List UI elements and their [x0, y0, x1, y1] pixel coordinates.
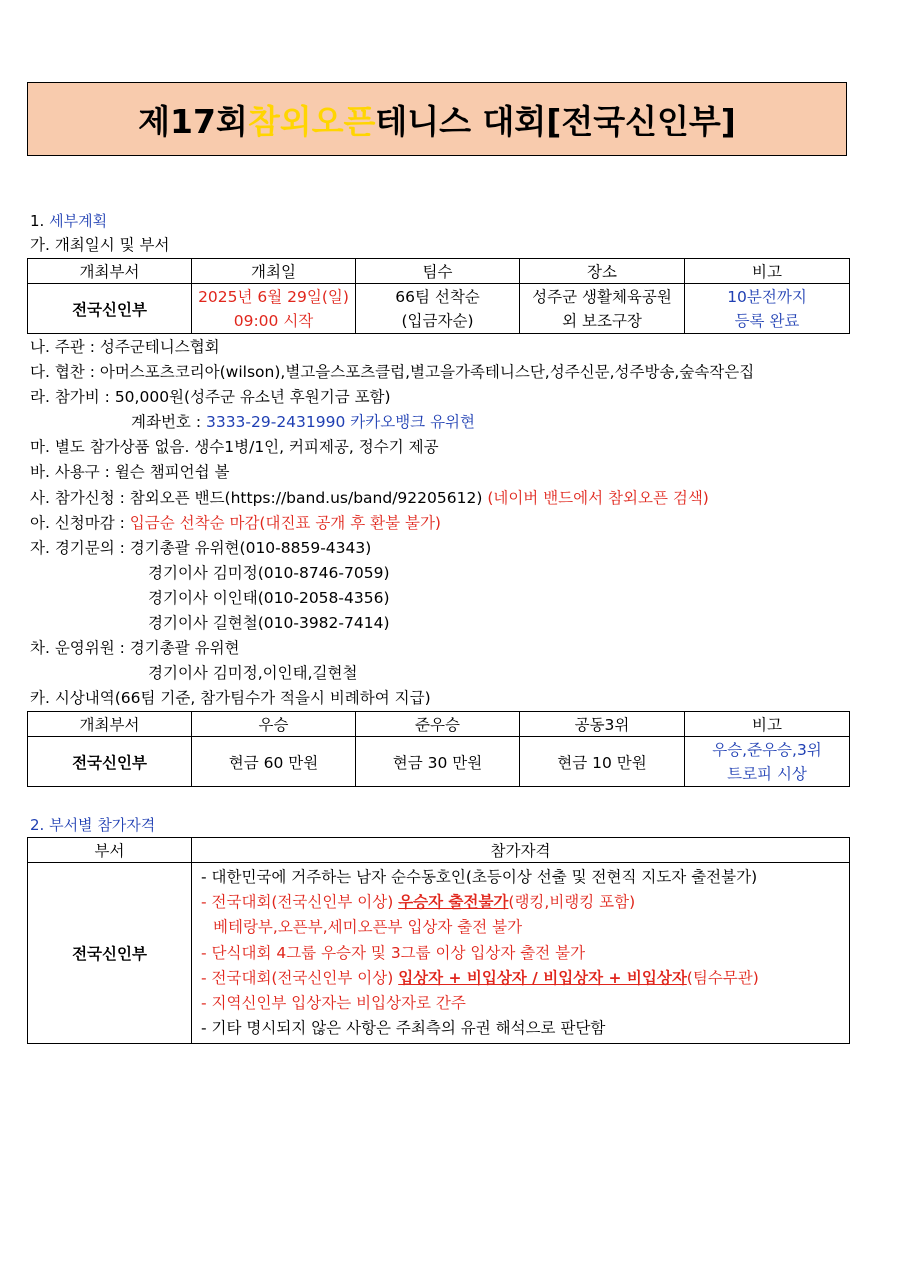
qualification-item: 베테랑부,오픈부,세미오픈부 입상자 출전 불가	[213, 918, 523, 937]
schedule-header: 개최부서	[28, 259, 192, 284]
prize-header: 우승	[192, 712, 356, 737]
contact-line-3: 경기이사 이인태(010-2058-4356)	[148, 589, 390, 607]
prize-table	[27, 711, 850, 787]
schedule-note-line1: 10분전까지	[727, 287, 807, 306]
apply-text: 사. 참가신청 : 참외오픈 밴드(https://band.us/band/92205612)	[30, 489, 488, 507]
ball-line: 바. 사용구 : 윌슨 챔피언쉽 볼	[30, 463, 230, 481]
schedule-venue	[520, 284, 685, 334]
qualification-item	[201, 890, 849, 915]
prize-heading: 카. 시상내역(66팀 기준, 참가팀수가 적을시 비례하여 지급)	[30, 689, 431, 707]
qualification-header: 부서	[28, 838, 192, 863]
prize-note-line2: 트로피 시상	[727, 764, 807, 783]
section2-heading: 2. 부서별 참가자격	[30, 816, 156, 834]
qualification-item	[201, 966, 849, 991]
qualification-list	[192, 863, 850, 1044]
schedule-teams	[356, 284, 520, 334]
schedule-date-line1: 2025년 6월 29일(일)	[198, 287, 349, 306]
apply-line	[30, 487, 709, 509]
fee-line: 라. 참가비 : 50,000원(성주군 유소년 후원기금 포함)	[30, 388, 391, 406]
deadline-label: 아. 신청마감 :	[30, 514, 130, 532]
prize-first: 현금 60 만원	[192, 737, 356, 787]
qualification-emphasis: 입상자 + 비입상자 / 비입상자 + 비입상자	[398, 968, 687, 987]
sponsor-line: 다. 협찬 : 아머스포츠코리아(wilson),별고을스포츠클럽,별고을가족테니스단,성주신문,성주방송,숲속작은집	[30, 363, 755, 381]
schedule-header: 장소	[520, 259, 685, 284]
prize-header: 비고	[685, 712, 850, 737]
prize-header: 개최부서	[28, 712, 192, 737]
qualification-item: - 단식대회 4그룹 우승자 및 3그룹 이상 입상자 출전 불가	[201, 943, 586, 962]
schedule-division: 전국신인부	[28, 284, 192, 334]
prize-note	[685, 737, 850, 787]
deadline-value: 입금순 선착순 마감(대진표 공개 후 환불 불가)	[129, 514, 441, 532]
schedule-date	[192, 284, 356, 334]
prize-header: 공동3위	[520, 712, 685, 737]
schedule-venue-line1: 성주군 생활체육공원	[532, 287, 672, 306]
qualification-division: 전국신인부	[28, 863, 192, 1044]
schedule-header: 비고	[685, 259, 850, 284]
gift-line: 마. 별도 참가상품 없음. 생수1병/1인, 커피제공, 정수기 제공	[30, 438, 439, 456]
qualification-item: - 대한민국에 거주하는 남자 순수동호인(초등이상 선출 및 전현직 지도자 출전불가)	[201, 868, 758, 886]
qualification-item: - 지역신인부 입상자는 비입상자로 간주	[201, 994, 466, 1013]
qualification-emphasis: 우승자 출전불가	[398, 893, 509, 912]
schedule-header: 팀수	[356, 259, 520, 284]
sub-ga: 가. 개최일시 및 부서	[30, 236, 170, 254]
section1-heading-num: 1.	[30, 212, 50, 230]
qualification-text: - 전국대회(전국신인부 이상)	[201, 893, 399, 912]
deadline-line	[30, 512, 441, 534]
apply-note: (네이버 밴드에서 참외오픈 검색)	[487, 489, 709, 507]
contact-line-4: 경기이사 길현철(010-3982-7414)	[148, 614, 390, 632]
qualification-header: 참가자격	[192, 838, 850, 863]
qualification-text: - 전국대회(전국신인부 이상)	[201, 968, 399, 987]
contact-line-1: 자. 경기문의 : 경기총괄 유위현(010-8859-4343)	[30, 539, 372, 557]
account-value: 3333-29-2431990 카카오뱅크 유위현	[205, 413, 475, 431]
prize-third: 현금 10 만원	[520, 737, 685, 787]
account-label: 계좌번호 :	[131, 413, 206, 431]
schedule-note-line2: 등록 완료	[734, 311, 800, 330]
schedule-teams-line1: 66팀 선착순	[395, 287, 480, 306]
title-suffix: 테니스 대회[전국신인부]	[375, 101, 736, 141]
qualification-table	[27, 837, 850, 1044]
section1-heading-text: 세부계획	[49, 212, 108, 230]
title-prefix: 제17회	[138, 101, 248, 141]
prize-second: 현금 30 만원	[356, 737, 520, 787]
schedule-venue-line2: 외 보조구장	[562, 311, 642, 330]
title-highlight: 참외오픈	[247, 101, 376, 141]
page-title	[27, 82, 847, 156]
schedule-date-line2: 09:00 시작	[233, 311, 314, 330]
prize-header: 준우승	[356, 712, 520, 737]
committee-line-1: 차. 운영위원 : 경기총괄 유위현	[30, 639, 240, 657]
section1-heading	[30, 210, 107, 232]
account-line	[131, 411, 475, 433]
schedule-header: 개최일	[192, 259, 356, 284]
schedule-note	[685, 284, 850, 334]
contact-line-2: 경기이사 김미정(010-8746-7059)	[148, 564, 390, 582]
schedule-table	[27, 258, 850, 334]
committee-line-2: 경기이사 김미정,이인태,길현철	[148, 664, 358, 682]
prize-note-line1: 우승,준우승,3위	[712, 740, 822, 759]
qualification-text: (팀수무관)	[686, 968, 759, 987]
prize-division: 전국신인부	[28, 737, 192, 787]
host-line: 나. 주관 : 성주군테니스협회	[30, 338, 220, 356]
schedule-teams-line2: (입금자순)	[401, 311, 474, 330]
qualification-text: (랭킹,비랭킹 포함)	[508, 893, 636, 912]
qualification-item: - 기타 명시되지 않은 사항은 주최측의 유권 해석으로 판단함	[201, 1019, 606, 1038]
